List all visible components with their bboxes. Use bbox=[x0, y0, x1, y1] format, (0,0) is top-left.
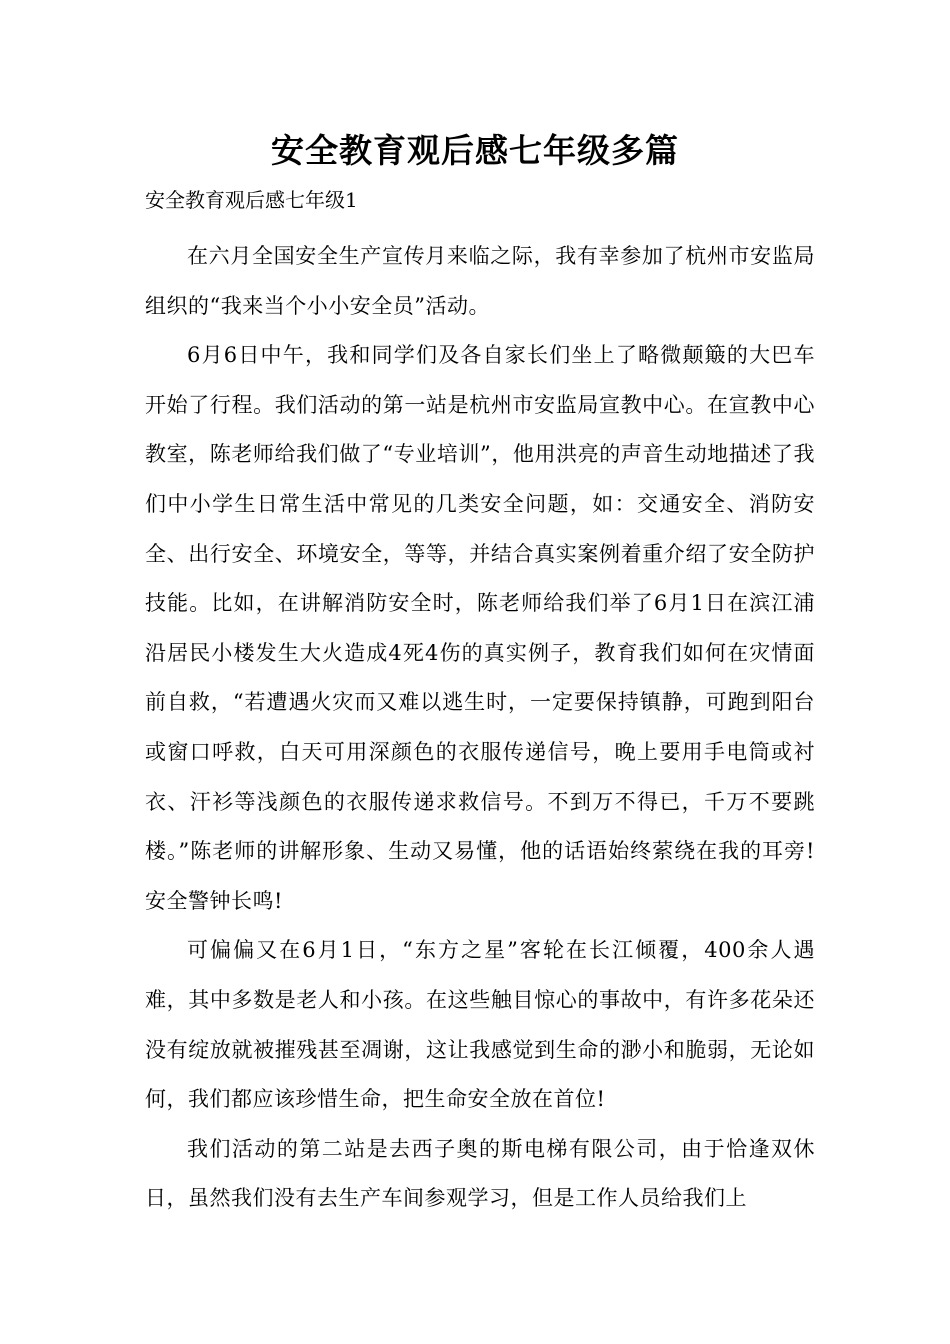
paragraph: 我们活动的第二站是去西子奥的斯电梯有限公司，由于恰逢双休日，虽然我们没有去生产车间参观学习，但是工作人员给我们上 bbox=[145, 1136, 815, 1211]
document-title: 安全教育观后感七年级多篇 bbox=[271, 131, 679, 170]
document-body bbox=[145, 232, 815, 1224]
paragraph: 可偏偏又在6月1日，“东方之星”客轮在长江倾覆，400余人遇难，其中多数是老人和小孩。在这些触目惊心的事故中，有许多花朵还没有绽放就被摧残甚至凋谢，这让我感觉到生命的渺小和脆弱，无论如何，我们都应该珍惜生命，把生命安全放在首位! bbox=[145, 938, 815, 1112]
section-heading: 安全教育观后感七年级1 bbox=[145, 188, 358, 212]
paragraph: 在六月全国安全生产宣传月来临之际，我有幸参加了杭州市安监局组织的“我来当个小小安全员”活动。 bbox=[145, 244, 815, 318]
paragraph: 6月6日中午，我和同学们及各自家长们坐上了略微颠簸的大巴车开始了行程。我们活动的第一站是杭州市安监局宣教中心。在宣教中心教室，陈老师给我们做了“专业培训”，他用洪亮的声音生动地描述了我们中小学生日常生活中常见的几类安全问题，如：交通安全、消防安全、出行安全、环境安全，等等，并结合真实案例着重介绍了安全防护技能。比如，在讲解消防安全时，陈老师给我们举了6月1日在滨江浦沿居民小楼发生大火造成4死4伤的真实例子，教育我们如何在灾情面前自救，“若遭遇火灾而又难以逃生时，一定要保持镇静，可跑到阳台或窗口呼救，白天可用深颜色的衣服传递信号，晚上要用手电筒或衬衣、汗衫等浅颜色的衣服传递求救信号。不到万不得已，千万不要跳楼。”陈老师的讲解形象、生动又易懂，他的话语始终萦绕在我的耳旁!安全警钟长鸣! bbox=[145, 343, 815, 913]
